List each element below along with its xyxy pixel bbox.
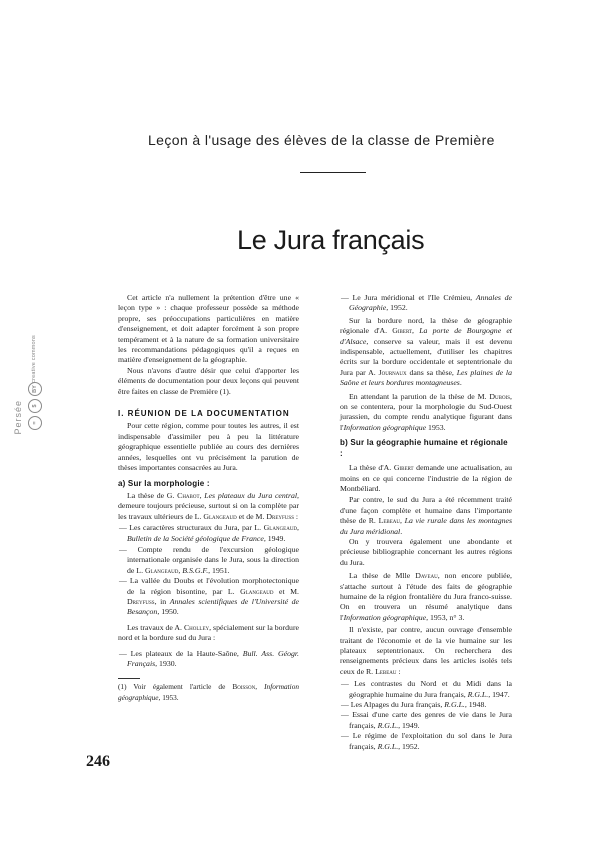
plateaux-paragraph: [340, 625, 512, 677]
journal-title: R.G.L.: [444, 700, 465, 710]
author-name: Gibert: [393, 463, 414, 473]
work-title: La vie rurale dans les montagnes du Jura méridional: [340, 516, 512, 536]
text-run: Sur la bordure nord, la thèse de géographie régionale d'A.: [340, 315, 512, 336]
journal-title: Annales scientifiques de l'Université de Besançon: [127, 596, 299, 617]
text-run: demande une actualisation, au moins en ce qui concerne l'industrie de la région de Montbéliard.: [340, 463, 512, 493]
text-run: et de M.: [236, 511, 267, 521]
text-run: (1) Voir également l'article de: [118, 682, 233, 692]
section-intro-paragraph: Pour cette région, comme pour toutes les autres, il est indispensable d'assimiler peu à peu la littérature géographique essentielle publiée au cours des dernières années, lesquelles ont vu précisément la parution de thèses importantes consacrées au Jura.: [118, 421, 299, 473]
text-run: La thèse de Mlle: [349, 571, 416, 581]
journal-title: B.S.G.F.: [182, 565, 209, 575]
journal-title: Information géographique: [343, 422, 427, 432]
text-run: , 1952.: [386, 303, 408, 313]
reference-item: [340, 293, 512, 314]
author-name: Glangeaud: [240, 586, 274, 596]
text-run: Il n'existe, par contre, aucun ouvrage d'ensemble traitant de l'économie et de la vie humaine sur les plateaux septentrionaux. On recherchera des renseignements précieux dans les articles isolés tels ceux de R.: [340, 625, 512, 676]
bordure-nord-paragraph: [340, 316, 512, 389]
left-column: [118, 293, 299, 703]
text-run: , 1947.: [488, 689, 510, 699]
reference-item: [118, 545, 299, 576]
footnote-rule: [118, 678, 140, 679]
work-title: La porte de Bourgogne et d'Alsace: [340, 326, 512, 346]
cc-by-icon: BY: [28, 382, 42, 396]
text-run: , 1948.: [464, 700, 487, 710]
text-run: ,: [400, 516, 405, 526]
persee-logo: Persée: [13, 400, 23, 435]
text-run: , 1949.: [263, 533, 286, 543]
text-run: — La vallée du Doubs et l'évolution morphotectonique de la région bisontine, par L.: [119, 576, 299, 596]
chabot-paragraph: [118, 491, 299, 522]
reference-item: [340, 710, 512, 731]
text-run: — Le Jura méridional et l'Ile Crémieu,: [341, 293, 476, 302]
text-run: :: [293, 511, 299, 521]
text-run: En attendant la parution de la thèse de M.: [349, 391, 490, 401]
lebeau-paragraph: [340, 495, 512, 537]
text-run: , on se contentera, pour la morphologie du Sud-Ouest jurassien, du compte rendu analytique figurant dans l': [340, 391, 512, 432]
text-run: .: [400, 526, 403, 536]
header-divider: [300, 172, 366, 173]
text-run: ,: [412, 326, 420, 336]
section-heading: I. RÉUNION DE LA DOCUMENTATION: [118, 409, 290, 419]
dubois-paragraph: [340, 392, 512, 434]
text-run: et M.: [273, 586, 299, 596]
cc-nd-icon: =: [28, 416, 42, 430]
reference-item: [340, 679, 512, 700]
author-name: Lebeau: [378, 516, 400, 526]
lesson-subtitle: Leçon à l'usage des élèves de la classe de Première: [148, 132, 495, 148]
cc-nc-icon: $: [28, 399, 42, 413]
intro-paragraph: Nous n'avons d'autre désir que celui d'apporter les éléments de documentation pour deux leçons qui peuvent être faites en classe de Première (1).: [118, 365, 299, 396]
text-run: La thèse d'A.: [349, 463, 394, 473]
text-run: .: [459, 378, 462, 388]
author-name: Lebeau: [375, 666, 397, 676]
gibert-paragraph: [340, 463, 512, 494]
journal-title: R.G.L.: [377, 720, 399, 730]
author-name: Cholley: [183, 622, 210, 632]
bibliographie-paragraph: On y trouvera également une abondante et précieuse bibliographie concernant les autres régions du Jura.: [340, 536, 512, 567]
reference-item: [118, 576, 299, 618]
author-name: Dreyfuss: [127, 596, 155, 606]
text-run: ,: [297, 523, 299, 533]
text-run: ,: [178, 565, 183, 575]
subheading-morphologie: a) Sur la morphologie :: [118, 478, 210, 488]
journal-title: Bulletin de la Société géologique de France: [127, 533, 264, 543]
text-run: , spécialement sur la bordure nord et la bordure sud du Jura :: [118, 622, 300, 643]
text-run: :: [396, 666, 401, 676]
intro-paragraph: Cet article n'a nullement la prétention d'être une « leçon type » : chaque professeur possède sa méthode propre, ses préoccupations particulières en matière d'enseignement, et doit adapter forcément à son propre tempérament et à la nature de sa formation universitaire les recommandations pédagogiques qu'il a reçues en matière d'enseignement de la géographie.: [118, 293, 299, 365]
text-run: 1953.: [426, 422, 446, 432]
article-title: Le Jura français: [237, 225, 425, 255]
text-run: , conserve sa valeur, mais il est devenu indispensable, actuellement, d'utiliser les chapitres écrits sur la bordure occidentale et septentrionale du Jura par A.: [340, 336, 512, 377]
text-run: — Les contrastes du Nord et du Midi dans la géographie humaine du Jura français,: [341, 679, 512, 699]
reference-item: [340, 700, 512, 710]
text-run: , 1953.: [158, 692, 179, 702]
text-run: , 1949.: [398, 720, 420, 730]
subheading-geographie-humaine: b) Sur la géographie humaine et régionale :: [340, 438, 508, 458]
persee-license-stamp: [12, 330, 48, 450]
text-run: ,: [255, 682, 265, 692]
author-name: Chabot: [177, 490, 200, 500]
journal-title: R.G.L.: [377, 741, 399, 751]
text-run: , in: [154, 596, 170, 606]
text-run: , non encore publiée, s'attache surtout à l'étude des faits de géographie humaine de la région frontalière du Jura franco-suisse. On en trouvera un résumé analytique dans l': [340, 571, 512, 622]
journal-title: Information géographique: [343, 612, 427, 622]
text-run: La thèse de G.: [127, 490, 178, 500]
text-run: , demeure toujours précieuse, surtout si on la complète par les travaux ultérieurs de L.: [118, 490, 299, 521]
reference-item: [118, 523, 299, 544]
author-name: Journaux: [378, 367, 407, 377]
daveau-paragraph: [340, 571, 512, 623]
journal-title: Bull. Ass. Géogr. Français: [127, 648, 299, 668]
author-name: Daveau: [415, 571, 438, 581]
text-run: , 1951.: [208, 565, 230, 575]
text-run: — Le régime de l'exploitation du sol dans le Jura français,: [341, 731, 512, 751]
author-name: Glangeaud: [263, 523, 298, 533]
text-run: — Essai d'une carte des genres de vie dans le Jura français,: [341, 710, 512, 730]
author-name: Boisson: [232, 682, 256, 692]
text-run: dans sa thèse,: [406, 367, 457, 377]
reference-item: [340, 731, 512, 752]
journal-title: Information géographique: [118, 682, 299, 702]
right-column: [340, 293, 512, 752]
author-name: Dubois: [489, 391, 511, 401]
text-run: Les travaux de A.: [127, 622, 184, 632]
text-run: , 1930.: [155, 659, 177, 668]
text-run: , 1952.: [398, 741, 420, 751]
work-title: Les plateaux du Jura central: [204, 490, 298, 500]
work-title: Les plaines de la Saône et leurs bordures montagneuses: [340, 367, 512, 388]
text-run: ,: [199, 490, 205, 500]
journal-title: R.G.L.: [467, 689, 489, 699]
reference-item: [118, 649, 299, 670]
journal-title: Annales de Géographie: [349, 293, 512, 313]
text-run: , 1953, n° 3.: [426, 612, 465, 622]
footnote: [118, 682, 299, 703]
author-name: Glangeaud: [203, 511, 237, 521]
text-run: — Les caractères structuraux du Jura, par L.: [119, 523, 264, 533]
page-number: 246: [86, 753, 110, 770]
creative-commons-label: creative commons: [31, 335, 37, 383]
cholley-paragraph: [118, 623, 299, 644]
author-name: Dreyfuss: [266, 511, 294, 521]
text-run: Par contre, le sud du Jura a été récemment traité d'une façon complète et humaine dans l'importante thèse de R.: [340, 495, 512, 526]
author-name: Gibert: [392, 326, 413, 336]
text-run: , 1950.: [157, 607, 179, 617]
text-run: — Les plateaux de la Haute-Saône,: [119, 648, 243, 658]
author-name: Glangeaud: [144, 565, 179, 575]
text-run: — Compte rendu de l'excursion géologique internationale organisée dans le Jura, sous la direction de L.: [119, 544, 299, 575]
text-run: — Les Alpages du Jura français,: [341, 700, 445, 710]
